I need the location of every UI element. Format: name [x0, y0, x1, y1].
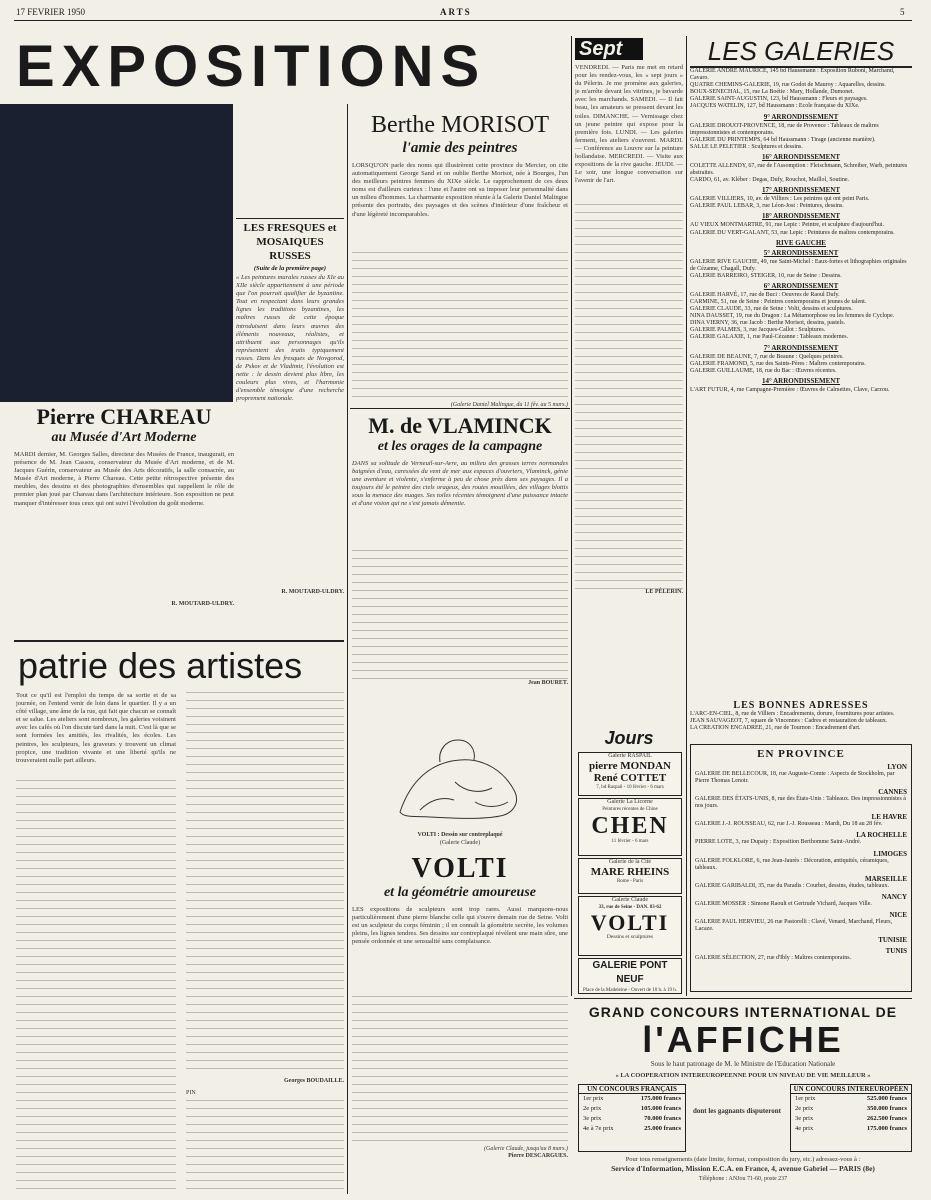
concours-line1: GRAND CONCOURS INTERNATIONAL DE: [588, 1004, 898, 1020]
galeries-list: [690, 68, 912, 394]
province-city: LA ROCHELLE: [856, 831, 907, 840]
galeries-section-title: 17° ARRONDISSEMENT: [761, 186, 841, 195]
province-entry: GALERIE DES ÉTATS-UNIS, 8, rue des États-Unis : Tableaux. Des impressionnistes à nos jours.: [695, 796, 906, 810]
galerie-entry: CARDO, 61, av. Kléber : Degas, Dufy, Rouchot, Maillol, Soutine.: [690, 177, 850, 184]
concours-intereuropeen-title: UN CONCOURS INTEREUROPÉEN: [791, 1085, 911, 1094]
concours-slogan: « LA COOPERATION INTEREUROPEENNE POUR UN NIVEAU DE VIE MEILLEUR »: [615, 1072, 871, 1079]
volti-caption2: (Galerie Claude): [439, 840, 481, 846]
vlaminck-body: DANS sa solitude de Verneuil-sur-Avre, au milieu des grasses terres normandes baignées d'eau, caressées du vent de mer aux espaces d'ouvriers, Vlaminck, génie une aventure et violente, s'enferme à peu de chose près dans ses paysages. Il a toujours été le peintre des ciels orageux, des routes mouillées, des villages blottis sous la menace des nuages. Ses toiles récentes témoignent d'une puissance intacte et d'une vision qui ne s'est jamais démentie.: [352, 460, 568, 508]
concours-francais-prizes: [579, 1094, 685, 1134]
galerie-entry: SALLE LE PELETIER : Sculptures et dessins.: [690, 143, 803, 150]
galeries-section-title: RIVE GAUCHE: [776, 238, 826, 247]
province-entry: GALERIE SÉLECTION, 27, rue d'Ibly : Maîtres contemporains.: [695, 955, 852, 962]
galerie-entry: GALERIE DU VERT-GALANT, 53, rue Lepic : Peintures de maîtres contemporains.: [690, 229, 895, 236]
galeries-title: LES GALERIES: [690, 36, 912, 68]
sept-title: Sept: [575, 38, 643, 60]
prize-amount: 525.000 francs: [866, 1095, 907, 1102]
ad-raspail[interactable]: [578, 752, 682, 796]
province-entry: GALERIE FOLKLORE, 6, rue Jean-Jaurès : Décoration, antiquités, céramiques, tableaux.: [695, 857, 889, 871]
prize-rank: 2e prix: [795, 1105, 814, 1112]
ad-claude-name: VOLTI: [590, 909, 670, 935]
galerie-entry: GALERIE GALAXIE, 1, rue Paul-Cézanne : Tableaux modernes.: [690, 334, 849, 341]
volti-article: [352, 854, 568, 1194]
province-box: [690, 744, 912, 992]
volti-sketch-icon: [380, 722, 540, 830]
province-city: LE HAVRE: [871, 813, 907, 822]
prize-rank: 4e à 7e prix: [583, 1125, 614, 1132]
fresques-body: « Les peintures murales russes du XIe au XIIe siècle appartiennent à une période que l'on pourrait qualifier de byzantine. Tout en respectant dans leurs grandes lignes les traditions byzantines, les maîtres russes de cette époque introduisent dans leurs œuvres des éléments nouveaux, réalistes, et attribuent aux personnages qu'ils représentent des traits typiquement russes. Dans les fresques de Novgorod, de Pskov et de Vladimir, l'évolution est nette : le dessin devient plus libre, les couleurs plus vives, et l'harmonie d'ensemble témoigne d'une recherche proprement nationale.: [236, 274, 344, 403]
ad-pont-neuf-title: GALERIE PONT NEUF: [592, 960, 668, 985]
ad-claude[interactable]: [578, 896, 682, 956]
province-entry: GALERIE MOSSER : Simone Raoult et Gertrude Vichard, Jacques Ville.: [695, 900, 872, 907]
concours-patron: Sous le haut patronage de M. le Ministre de l'Education Nationale: [650, 1060, 836, 1068]
header-rule: [14, 20, 912, 21]
province-list: [691, 763, 911, 962]
sept-article: [575, 38, 683, 598]
bonnes-title: LES BONNES ADRESSES: [733, 700, 869, 711]
patrie-text-lines-1: [16, 780, 176, 1190]
fresques-rule: [236, 218, 344, 219]
patrie-text-lines-3: [186, 1100, 344, 1190]
galerie-entry: GALERIE HARVÉ, 17, rue de Buci : Oeuvres de Raoul Dufy.: [690, 291, 840, 298]
province-city: LIMOGES: [873, 849, 907, 858]
ad-pont-neuf-line: Place de la Madeleine - Ouvert de 10 h. à 19 h.: [583, 988, 677, 993]
galerie-entry: GALERIE DU PRINTEMPS, 64 bd Haussmann : Tirage (ancienne manière).: [690, 136, 876, 143]
galerie-entry: L'ART FUTUR, 4, rue Campagne-Première : Œuvres de Calmettes, Clave, Carzou.: [690, 386, 890, 393]
bonne-adresse-entry: L'ARC-EN-CIEL, 8, rue de Villiers : Encadrements, dorure, fournitures pour artistes.: [690, 711, 895, 717]
morisot-subtitle: l'amie des peintres: [402, 140, 518, 156]
prize-amount: 175.000 francs: [640, 1095, 681, 1102]
fresques-subtitle: (Suite de la première page): [253, 265, 327, 272]
fresques-article: [236, 218, 344, 618]
concours-foot3: Téléphone : ANJou 71-60, poste 237: [698, 1176, 788, 1182]
galeries-section-title: 14° ARRONDISSEMENT: [761, 376, 841, 385]
morisot-title: Berthe MORISOT: [371, 112, 549, 138]
column-rule-2: [571, 36, 572, 996]
prize-amount: 350.000 francs: [866, 1105, 907, 1112]
prize-amount: 262.500 francs: [866, 1115, 907, 1122]
chareau-title: Pierre CHAREAU: [36, 404, 212, 429]
province-city: NANCY: [881, 892, 907, 901]
ad-raspail-name1: pierre MONDAN: [589, 760, 671, 773]
dark-scan-block: [0, 104, 233, 402]
province-city: LYON: [887, 763, 907, 771]
chareau-subtitle: au Musée d'Art Moderne: [51, 430, 197, 445]
galerie-entry: BOUX-SENECHAL, 15, rue La Boétie : Mary, Hollande, Dumonet.: [690, 89, 855, 96]
ad-raspail-foot: 7, bd Raspail - 10 février - 6 mars: [596, 785, 664, 791]
galerie-entry: GALERIE DE BEAUNE, 7, rue de Beaune : Quelques peintres.: [690, 353, 844, 360]
galerie-entry: GALERIE CLAUDE, 33, rue de Seine : Volti, dessins et sculptures.: [690, 306, 853, 313]
province-city: CANNES: [878, 788, 907, 797]
patrie-body-col1: Tout ce qu'il est l'emploi du temps de sa sortie et de sa journée, on l'entend venir de loin dans le quartier. Il y a un côté village, une âme de la rue, qui fait que chacun se connaît et se salue. Les ateliers sont nombreux, les galeries voisinent avec les cafés où l'on discute tard dans la nuit. C'est là que se sont formées les amitiés, les rivalités, les écoles. Les peintres, les sculpteurs, les graveurs y trouvent un climat propice, une tradition vivante et une liberté qu'ils ne trouveraient nulle part ailleurs.: [16, 692, 176, 764]
galerie-entry: GALERIE VILLIERS, 10, av. de Villiers : Les peintres qui ont peint Paris.: [690, 196, 870, 203]
galeries-section-title: 16° ARRONDISSEMENT: [761, 152, 841, 161]
ad-pont-neuf[interactable]: [578, 958, 682, 994]
ad-licorne-foot: 11 février - 6 mars: [611, 838, 649, 844]
galerie-entry: DINA VIERNY, 36, rue Jacob : Berthe Morisot, dessins, pastels.: [690, 320, 846, 327]
sept-signature: LE PÈLERIN.: [645, 589, 683, 595]
paper-name: ARTS: [440, 7, 472, 17]
prize-rank: 3e prix: [583, 1115, 602, 1122]
column-rule-3: [686, 36, 687, 996]
galerie-entry: GALERIE RIVE GAUCHE, 49, rue Saint-Michel : Eaux-fortes et lithographies originales de Cézanne, Chagall, Dufy.: [690, 258, 907, 272]
galeries-column: [690, 36, 912, 736]
masthead-title: EXPOSITIONS: [16, 34, 487, 99]
ad-cite-name: MARE RHEINS: [590, 866, 670, 879]
bonne-adresse-entry: JEAN SAUVAGEOT, 7, square de Vincennes : Cadres et restauration de tableaux.: [690, 718, 888, 725]
ad-claude-top: Galerie Claude: [611, 897, 649, 903]
vlaminck-article: [352, 414, 568, 714]
patrie-rule: [14, 640, 344, 642]
prize-rank: 4e prix: [795, 1125, 814, 1132]
concours-rule: [574, 998, 912, 999]
galerie-entry: GALERIE DROUOT-PROVENCE, 18, rue de Provence : Tableaux de maîtres impressionnistes et contemporains.: [690, 122, 879, 136]
volti-caption3: (Galerie Claude, jusqu'au 8 mars.): [484, 1146, 568, 1152]
concours-intereuropeen-prizes: [791, 1094, 911, 1134]
ad-claude-mid: 33, rue de Seine - DAN. 83-62: [598, 905, 662, 911]
galerie-entry: GALERIE FRAMOND, 5, rue des Saints-Pères : Maîtres contemporains.: [690, 360, 866, 367]
concours-foot2: Service d'Information, Mission E.C.A. en France, 4, avenue Gabriel — PARIS (8e): [611, 1164, 875, 1173]
province-entry: GALERIE GARIBALDI, 35, rue du Paradis : Courbet, dessins, études, tableaux.: [695, 882, 889, 889]
galerie-entry: GALERIE PAUL LEBAR, 3, rue Léon-Jost : Peintures, dessins.: [690, 203, 844, 210]
province-city: MARSEILLE: [864, 874, 907, 883]
ad-raspail-name2: René COTTET: [593, 772, 667, 785]
ad-cite-top: Galerie de la Cité: [608, 859, 652, 865]
prize-amount: 25.000 francs: [644, 1125, 681, 1132]
ad-licorne[interactable]: [578, 798, 682, 856]
galerie-entry: GALERIE GUILLAUME, 18, rue du Bac : Œuvres récentes.: [690, 367, 837, 374]
prize-amount: 70.000 francs: [644, 1115, 681, 1122]
galeries-section-title: 5° ARRONDISSEMENT: [763, 248, 839, 257]
prize-amount: 105.000 francs: [640, 1105, 681, 1112]
galerie-entry: JACQUES WATELIN, 127, bd Haussmann : Ecole française du XIXe.: [690, 103, 860, 110]
vlaminck-signature: Jean BOURET.: [528, 680, 568, 686]
patrie-signature: Georges BOUDAILLE.: [284, 1078, 344, 1084]
patrie-title: patrie des artistes: [18, 645, 303, 686]
vlaminck-text-lines: [352, 550, 568, 680]
galerie-entry: QUATRE CHEMINS-GALERIE, 19, rue Godot de Mauroy : Aquarelles, dessins.: [690, 82, 886, 89]
concours-francais-title: UN CONCOURS FRANÇAIS: [579, 1085, 685, 1094]
chareau-body: MARDI dernier, M. Georges Salles, directeur des Musées de France, inaugurait, en présence de M. Jean Cassou, conservateur du Musée d'Art moderne, et de M. Jacques Guérin, conservateur au Musée des Arts décoratifs, la salle consacrée, au Musée d'Art moderne, à Pierre Chareau. Cette petite rétrospective présente des meubles, des dessins et des photographies d'ensembles qui rappellent le rôle de premier plan joué par Chareau dans l'architecture intérieure. Son exposition ne peut manquer d'intéresser tous ceux qui ont suivi l'évolution du goût moderne.: [14, 451, 234, 507]
prize-row: [791, 1124, 911, 1134]
ad-raspail-top: Galerie RASPAIL: [608, 753, 652, 759]
prize-row: [579, 1104, 685, 1114]
ad-cite[interactable]: [578, 858, 682, 894]
prize-rank: 1er prix: [583, 1095, 604, 1102]
issue-date: 17 FEVRIER 1950: [16, 7, 86, 17]
ad-licorne-name: CHEN: [591, 812, 669, 839]
ad-licorne-top: Galerie La Licorne: [607, 799, 653, 805]
prize-rank: 2e prix: [583, 1105, 602, 1112]
sept-body: VENDREDI. — Paris me met en retard pour les rendez-vous, les « sept jours » du Pèlerin. Je me promène aux galeries, je m'arrête devant les vitrines, je bavarde avec les marchands. SAMEDI. — Il fait beau, les amateurs se pressent devant les toiles. DIMANCHE. — Vernissage chez un jeune peintre qui expose pour la première fois. LUNDI. — Les galeries ferment, les ateliers s'ouvrent. MARDI. — Conférence au Louvre sur la peinture hollandaise. MERCREDI. — Visite aux expositions de la rive gauche. JEUDI. — Le soir, une longue conversation sur l'avenir de l'art.: [575, 64, 683, 185]
prize-rank: 3e prix: [795, 1115, 814, 1122]
concours-middle: dont les gagnants disputeront: [693, 1107, 781, 1115]
vlaminck-rule: [350, 408, 570, 409]
chareau-article: [14, 405, 234, 635]
prize-amount: 175.000 francs: [866, 1125, 907, 1132]
fresques-title: LES FRESQUES et MOSAIQUES RUSSES: [243, 222, 337, 262]
vlaminck-title: M. de VLAMINCK: [368, 413, 552, 438]
jours-title: Jours: [604, 728, 654, 748]
galerie-entry: AU VIEUX MONTMARTRE, 91, rue Lepic : Peintre, et sculpture d'aujourd'hui.: [690, 222, 884, 229]
prize-row: [579, 1114, 685, 1124]
chareau-signature: R. MOUTARD-ULDRY.: [171, 601, 234, 607]
volti-drawing: [380, 722, 540, 830]
ad-cite-foot: Rome - Paris: [616, 879, 644, 885]
galerie-entry: GALERIE SAINT-AUGUSTIN, 123, bd Haussmann : Fleurs et paysages.: [690, 96, 868, 103]
patrie-text-lines-2: [186, 692, 344, 1072]
galerie-entry: GALERIE PALMES, 3, rue Jacques-Callot : Sculptures.: [690, 327, 826, 334]
province-city: TUNIS: [885, 947, 907, 956]
sept-text-lines: [575, 204, 683, 589]
page-number: 5: [900, 7, 905, 17]
province-entry: PIERRE LOTE, 3, rue Dupaty : Exposition Berthomme Saint-André.: [695, 839, 862, 846]
galeries-section-title: 9° ARRONDISSEMENT: [763, 112, 839, 121]
concours-affiche: l'AFFICHE: [642, 1019, 844, 1060]
province-entry: GALERIE DE BELLECOUR, 18, rue Auguste-Comte : Aspects de Stockholm, par Pierre Thomas Lenoir.: [695, 771, 895, 785]
volti-text-lines: [352, 996, 568, 1146]
province-entry: GALERIE J.-J. ROUSSEAU, 62, rue J.-J. Rousseau : Mardi, Du 18 au 28 fév.: [695, 821, 883, 828]
province-title: EN PROVINCE: [757, 748, 845, 760]
prize-row: [579, 1124, 685, 1134]
ad-licorne-mid: Peintures récentes de Chine: [602, 807, 658, 813]
bonnes-list: [690, 711, 912, 732]
morisot-body: LORSQU'ON parle des noms qui illustrèrent cette province du Mercier, on cite automatiquement George Sand et on oublie Berthe Morisot, née à Bourges, l'un des meilleurs peintres femmes du XIXe siècle. Le rapprochement de ces deux noms est d'ailleurs curieux : l'une et l'autre ont su imposer leur personnalité dans un milieu d'hommes. La charmante exposition réunie à la Galerie Daniel Malingue présente des portraits, des paysages et des scènes d'intérieur d'une fraîcheur et d'une légèreté incomparables.: [352, 162, 568, 218]
morisot-text-lines: [352, 252, 568, 402]
bonnes-adresses: [690, 700, 912, 742]
volti-signature: Pierre DESCARGUES.: [508, 1153, 568, 1160]
concours-intereuropeen: [790, 1084, 912, 1152]
prize-rank: 1er prix: [795, 1095, 816, 1102]
concours-foot1: Pour tous renseignements (date limite, format, composition du jury, etc.) adressez-vous à :: [625, 1156, 861, 1163]
galeries-section-title: 18° ARRONDISSEMENT: [761, 212, 841, 221]
prize-row: [791, 1104, 911, 1114]
province-city: NICE: [889, 910, 907, 919]
volti-body: LES expositions de sculpteurs sont trop rares. Aussi marquons-nous particulièrement d'une pierre blanche celle qui s'ouvre demain rue de Seine. Volti est un sculpteur du corps féminin ; il en connaît la géométrie secrète, les volumes pleins, les lignes tendres. Ses dessins sur contreplaqué révèlent une main sûre, une pensée ordonnée et une sensualité sans complaisance.: [352, 906, 568, 946]
ad-claude-foot: Dessins et sculptures: [606, 933, 654, 940]
prize-row: [791, 1114, 911, 1124]
volti-title: VOLTI: [411, 853, 509, 884]
prize-row: [579, 1094, 685, 1104]
galeries-section-title: 7° ARRONDISSEMENT: [763, 343, 839, 352]
morisot-article: [352, 112, 568, 408]
morisot-caption: (Galerie Daniel Malingue, du 11 fév. au 5 mars.): [450, 402, 568, 408]
concours-francais: [578, 1084, 686, 1152]
volti-caption1: VOLTI : Dessin sur contreplaqué: [417, 832, 503, 838]
fresques-signature: R. MOUTARD-ULDRY.: [281, 589, 344, 595]
galerie-entry: CARMINE, 51, rue de Seine : Peintres contemporains et jeunes de talent.: [690, 298, 867, 305]
bonne-adresse-entry: LA CREATION ENCADREE, 21, rue de Tournon : Encadrement d'art.: [690, 725, 861, 732]
galeries-section-title: 6° ARRONDISSEMENT: [763, 281, 839, 290]
galerie-entry: GALERIE BARREIRO, STEIGER, 10, rue de Seine : Dessins.: [690, 272, 842, 279]
galerie-entry: GALERIE ANDRE MAURICE, 145 bd Haussmann : Exposition Ruboni, Marchand, Cavaro.: [690, 68, 895, 82]
province-city: TUNISIE: [878, 936, 907, 945]
galerie-entry: COLETTE ALLENDY, 67, rue de l'Assomption : Fleischmann, Schreiber, Warb, peintures abstraites.: [690, 162, 908, 177]
patrie-pin: PIN: [186, 1090, 196, 1096]
volti-subtitle: et la géométrie amoureuse: [383, 885, 537, 900]
province-entry: GALERIE PAUL HERVIEU, 26 rue Pastorelli : Clavé, Venard, Marchand, Fleurs, Lacaze.: [695, 918, 893, 933]
galerie-entry: NINA DAUSSET, 19, rue du Dragon : La Métamorphose ou les femmes de Cyclope.: [690, 313, 895, 320]
prize-row: [791, 1094, 911, 1104]
column-rule-1: [347, 104, 348, 1194]
vlaminck-subtitle: et les orages de la campagne: [377, 439, 543, 454]
